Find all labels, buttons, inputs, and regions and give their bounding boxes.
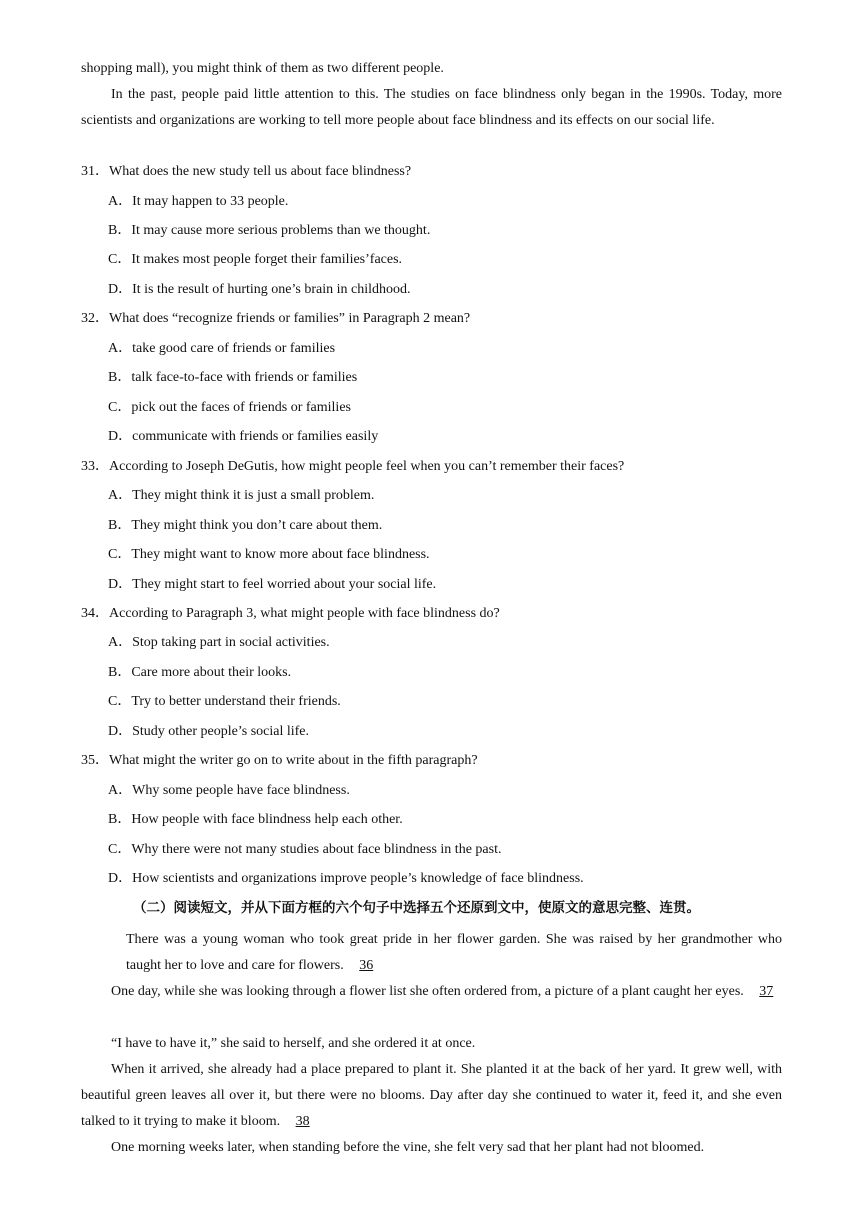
story-paragraph-4: When it arrived, she already had a place prepared to plant it. She planted it at the back of her yard. It grew well, with beautiful green leaves all over it, but there were no blooms. Day after day she continued to water it, feed it, and she even talked to it trying to make it bloom. 38 [81,1062,782,1129]
option-b: B．How people with face blindness help each other. [108,812,403,827]
answer-blank-36[interactable]: 36 [359,958,374,973]
question-stem: 31．What does the new study tell us about face blindness? [81,164,412,179]
option-c: C．pick out the faces of friends or families [108,400,351,415]
option-c: C．They might want to know more about face blindness. [108,547,430,562]
option-d: D．How scientists and organizations improve people’s knowledge of face blindness. [108,871,584,886]
option-c: C．Why there were not many studies about face blindness in the past. [108,842,502,857]
answer-blank-38[interactable]: 38 [295,1114,310,1129]
answer-blank-37[interactable]: 37 [759,984,774,999]
option-a: A．Stop taking part in social activities. [108,635,330,650]
question-stem: 33．According to Joseph DeGutis, how might people feel when you can’t remember their faces? [81,459,625,474]
story-paragraph-2: One day, while she was looking through a flower list she often ordered from, a picture of a plant caught her eyes. 37 [111,984,774,999]
option-b: B．It may cause more serious problems than we thought. [108,223,431,238]
story-paragraph-3: “I have to have it,” she said to herself, and she ordered it at once. [111,1036,476,1051]
section-heading: （二）阅读短文，并从下面方框的六个句子中选择五个还原到文中，使原文的意思完整、连贯。 [133,900,700,916]
option-c: C．Try to better understand their friends. [108,694,341,709]
option-a: A．It may happen to 33 people. [108,194,289,209]
option-d: D．It is the result of hurting one’s brain in childhood. [108,282,411,297]
question-stem: 35．What might the writer go on to write about in the fifth paragraph? [81,753,478,768]
option-d: D．Study other people’s social life. [108,724,310,739]
option-c: C．It makes most people forget their families’faces. [108,252,403,267]
passage-paragraph-past: In the past, people paid little attention to this. The studies on face blindness only began in the 1990s. Today, more scientists and organizations are working to tell more people about face blindness and its effects on our social life. [81,87,782,128]
option-b: B．talk face-to-face with friends or families [108,370,358,385]
option-a: A．They might think it is just a small problem. [108,488,375,503]
question-stem: 32．What does “recognize friends or families” in Paragraph 2 mean? [81,311,471,326]
option-d: D．communicate with friends or families easily [108,429,379,444]
option-a: A．Why some people have face blindness. [108,783,350,798]
option-b: B．Care more about their looks. [108,665,292,680]
question-stem: 34．According to Paragraph 3, what might people with face blindness do? [81,606,500,621]
option-d: D．They might start to feel worried about your social life. [108,577,437,592]
option-b: B．They might think you don’t care about them. [108,518,383,533]
story-paragraph-1: There was a young woman who took great pride in her flower garden. She was raised by her grandmother who taught her to love and care for flowers. 36 [126,932,782,973]
story-paragraph-5: One morning weeks later, when standing before the vine, she felt very sad that her plant had not bloomed. [111,1140,705,1155]
passage-paragraph-end: shopping mall), you might think of them as two different people. [81,61,444,76]
option-a: A．take good care of friends or families [108,341,336,356]
